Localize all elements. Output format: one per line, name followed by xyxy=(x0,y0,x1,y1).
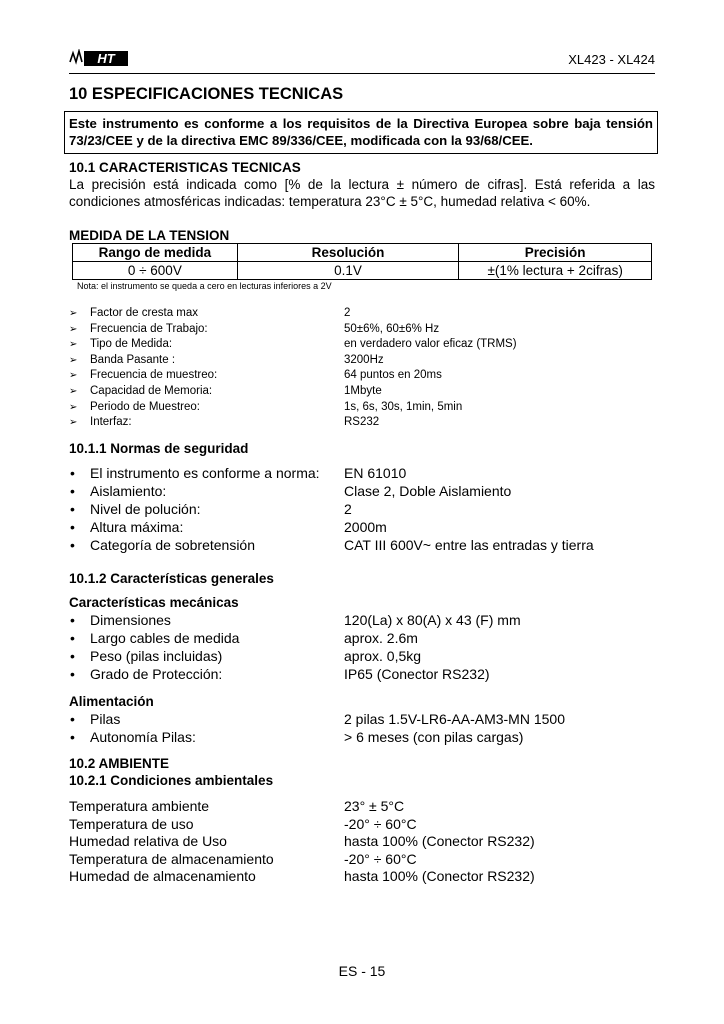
arrow-bullet-icon: ➢ xyxy=(69,323,78,335)
bullet-icon: • xyxy=(70,501,75,517)
column-header: Precisión xyxy=(459,244,652,262)
list-item xyxy=(69,728,689,746)
safety-heading: 10.1.1 Normas de seguridad xyxy=(69,441,249,456)
item-label: Largo cables de medida xyxy=(90,630,240,646)
list-item xyxy=(69,353,669,369)
spec-value: RS232 xyxy=(344,416,380,429)
bullet-icon: • xyxy=(70,465,75,481)
item-label: Aislamiento: xyxy=(90,483,167,499)
power-heading: Alimentación xyxy=(69,694,154,709)
item-value: -20° ÷ 60°C xyxy=(344,815,417,832)
item-value: hasta 100% (Conector RS232) xyxy=(344,833,535,849)
spec-label: Interfaz: xyxy=(90,416,132,429)
list-item xyxy=(69,400,669,416)
item-label: Humedad relativa de Uso xyxy=(69,833,227,849)
table-cell: ±(1% lectura + 2cifras) xyxy=(459,262,652,280)
bullet-icon: • xyxy=(70,612,75,628)
item-value: > 6 meses (con pilas cargas) xyxy=(344,729,524,745)
list-item xyxy=(69,518,689,536)
item-value: 2 xyxy=(344,501,352,517)
item-value: 2000m xyxy=(344,519,387,535)
item-label: Dimensiones xyxy=(90,612,171,628)
spec-value: 50±6%, 60±6% Hz xyxy=(344,322,440,335)
list-item xyxy=(69,337,669,353)
item-value: 2 pilas 1.5V-LR6-AA-AM3-MN 1500 xyxy=(344,711,565,727)
list-item xyxy=(69,306,669,322)
arrow-bullet-icon: ➢ xyxy=(69,354,78,366)
list-item xyxy=(69,536,689,554)
item-label: Humedad de almacenamiento xyxy=(69,868,256,884)
item-value: hasta 100% (Conector RS232) xyxy=(344,868,535,884)
list-item xyxy=(69,482,689,500)
item-value: 120(La) x 80(A) x 43 (F) mm xyxy=(344,612,521,628)
bullet-icon: • xyxy=(70,711,75,727)
item-label: Altura máxima: xyxy=(90,519,184,535)
table-row xyxy=(73,262,652,280)
list-item xyxy=(69,816,689,834)
bullet-icon: • xyxy=(70,666,75,682)
list-item xyxy=(69,384,669,400)
power-list xyxy=(69,710,689,746)
list-item xyxy=(69,368,669,384)
arrow-bullet-icon: ➢ xyxy=(69,385,78,397)
environment-subheading: 10.2.1 Condiciones ambientales xyxy=(69,773,274,788)
item-value: aprox. 0,5kg xyxy=(344,648,422,664)
item-value: aprox. 2.6m xyxy=(344,630,418,646)
item-label: Grado de Protección: xyxy=(90,666,223,682)
spec-label: Frecuencia de Trabajo: xyxy=(90,322,208,335)
item-label: Autonomía Pilas: xyxy=(90,729,196,745)
bullet-icon: • xyxy=(70,519,75,535)
item-value: IP65 (Conector RS232) xyxy=(344,666,490,682)
safety-list xyxy=(69,464,689,554)
bullet-icon: • xyxy=(70,537,75,553)
list-item xyxy=(69,798,689,816)
list-item xyxy=(69,500,689,518)
item-value: -20° ÷ 60°C xyxy=(344,850,417,867)
list-item xyxy=(69,833,689,851)
column-header: Resolución xyxy=(237,244,459,262)
arrow-bullet-icon: ➢ xyxy=(69,339,78,351)
bullet-icon: • xyxy=(70,729,75,745)
table-note: Nota: el instrumento se queda a cero en lecturas inferiores a 2V xyxy=(77,281,332,291)
environment-list xyxy=(69,798,689,886)
bullet-icon: • xyxy=(70,483,75,499)
item-label: Pilas xyxy=(90,711,121,727)
table-cell: 0.1V xyxy=(237,262,459,280)
list-item xyxy=(69,665,689,683)
spec-value: 1Mbyte xyxy=(344,384,382,397)
spec-label: Banda Pasante : xyxy=(90,353,176,366)
list-item xyxy=(69,464,689,482)
list-item xyxy=(69,851,689,869)
conformity-notice: Este instrumento es conforme a los requisitos de la Directiva Europea sobre baja tensión 73/23/CEE y de la directiva EMC 89/336/CEE, modificada con la 93/68/CEE. xyxy=(64,111,658,154)
voltage-table xyxy=(72,243,652,280)
item-label: Nivel de polución: xyxy=(90,501,201,517)
arrow-bullet-icon: ➢ xyxy=(69,417,78,429)
item-value: EN 61010 xyxy=(344,465,407,481)
spec-value: en verdadero valor eficaz (TRMS) xyxy=(344,338,517,351)
list-item xyxy=(69,629,689,647)
spec-value: 3200Hz xyxy=(344,353,384,366)
spec-label: Tipo de Medida: xyxy=(90,338,173,351)
item-label: Temperatura de almacenamiento xyxy=(69,850,274,867)
table-cell: 0 ÷ 600V xyxy=(73,262,238,280)
accuracy-paragraph: La precisión está indicada como [% de la lectura ± número de cifras]. Está referida a las condiciones atmosféricas indicadas: temperatura 23°C ± 5°C, humedad relativa < 60%. xyxy=(69,177,655,209)
voltage-heading: MEDIDA DE LA TENSION xyxy=(69,228,230,243)
environment-heading: 10.2 AMBIENTE xyxy=(69,756,170,771)
arrow-bullet-icon: ➢ xyxy=(69,401,78,413)
item-value: 23° ± 5°C xyxy=(344,798,405,814)
spec-value: 1s, 6s, 30s, 1min, 5min xyxy=(344,400,463,413)
item-label: Peso (pilas incluidas) xyxy=(90,648,223,664)
spec-label: Periodo de Muestreo: xyxy=(90,400,200,413)
page-header xyxy=(69,45,655,74)
list-item xyxy=(69,611,689,629)
bullet-icon: • xyxy=(70,630,75,646)
list-item xyxy=(69,415,669,431)
spec-value: 2 xyxy=(344,307,351,319)
bullet-icon: • xyxy=(70,648,75,664)
item-value: Clase 2, Doble Aislamiento xyxy=(344,483,512,499)
general-heading: 10.1.2 Características generales xyxy=(69,571,274,586)
list-item xyxy=(69,868,689,886)
item-label: Temperatura ambiente xyxy=(69,798,210,814)
item-label: Categoría de sobretensión xyxy=(90,537,255,553)
item-label: El instrumento es conforme a norma: xyxy=(90,465,320,481)
page-title: 10 ESPECIFICACIONES TECNICAS xyxy=(69,85,344,103)
column-header: Rango de medida xyxy=(73,244,238,262)
spec-label: Factor de cresta max xyxy=(90,307,199,319)
section-10-1-heading: 10.1 CARACTERISTICAS TECNICAS xyxy=(69,160,301,175)
mechanical-list xyxy=(69,611,689,683)
logo-text: HT xyxy=(97,51,115,66)
table-header-row xyxy=(73,244,652,262)
arrow-bullet-icon: ➢ xyxy=(69,308,78,319)
list-item xyxy=(69,322,669,338)
spec-list xyxy=(69,306,669,431)
mechanical-heading: Características mecánicas xyxy=(69,595,239,610)
list-item xyxy=(69,647,689,665)
document-id: XL423 - XL424 xyxy=(568,52,655,67)
item-value: CAT III 600V~ entre las entradas y tierra xyxy=(344,537,594,553)
ht-logo xyxy=(69,49,129,67)
spec-label: Capacidad de Memoria: xyxy=(90,384,213,397)
spec-label: Frecuencia de muestreo: xyxy=(90,369,218,382)
item-label: Temperatura de uso xyxy=(69,815,194,832)
list-item xyxy=(69,710,689,728)
arrow-bullet-icon: ➢ xyxy=(69,370,78,382)
page-number: ES - 15 xyxy=(338,963,386,979)
spec-value: 64 puntos en 20ms xyxy=(344,369,442,382)
